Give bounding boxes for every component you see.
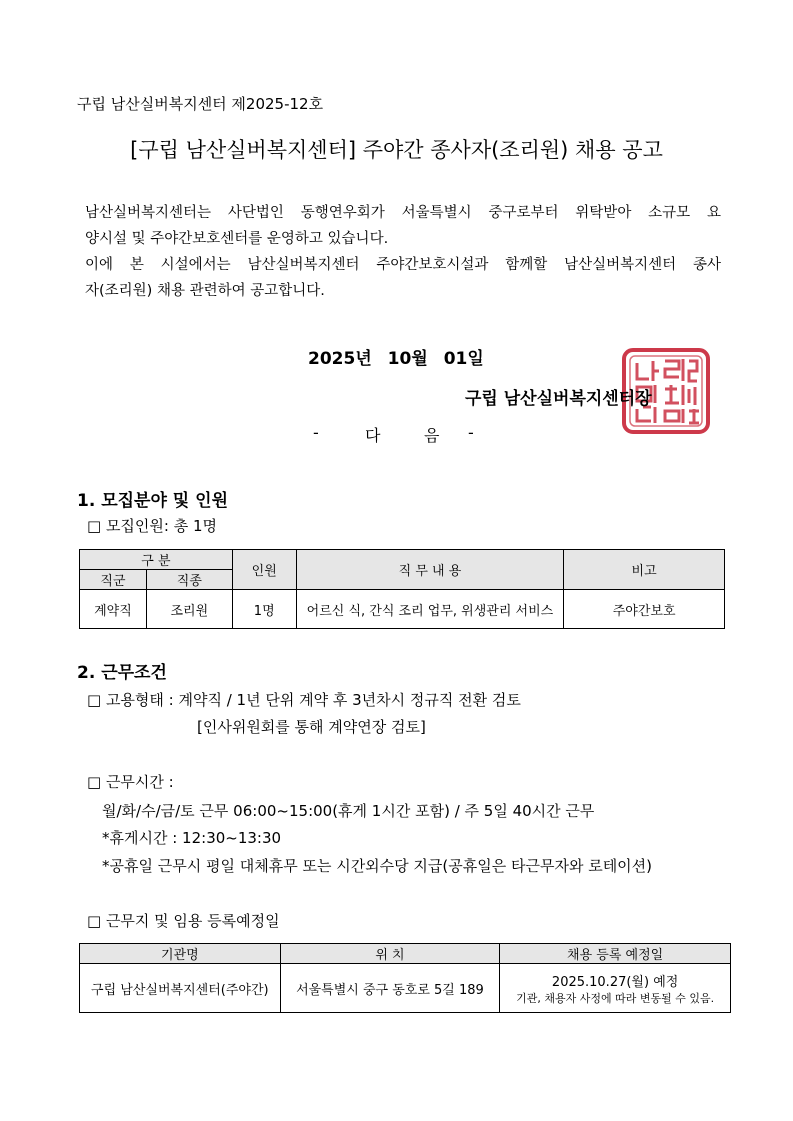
document-number: 구립 남산실버복지센터 제2025-12호 <box>77 95 324 113</box>
table-cell <box>500 964 731 1013</box>
work-hours-line: 월/화/수/금/토 근무 06:00~15:00(휴게 1시간 포함) / 주 5일 40시간 근무 <box>102 802 595 820</box>
registration-date: 2025.10.27(월) 예정 <box>551 974 679 990</box>
intro-paragraph <box>85 200 721 304</box>
dash: - <box>313 423 319 442</box>
table-cell: 1명 <box>232 590 296 629</box>
table-header: 직 무 내 용 <box>296 550 564 590</box>
work-hours-line: *공휴일 근무시 평일 대체휴무 또는 시간외수당 지급(공휴일은 타근무자와 로테이션) <box>102 857 653 875</box>
table-cell: 서울특별시 중구 동호로 5길 189 <box>280 964 500 1013</box>
table-cell: 조리원 <box>146 590 232 629</box>
workplace-title: □ 근무지 및 임용 등록예정일 <box>87 912 280 930</box>
recruitment-table <box>79 549 725 629</box>
table-header-row <box>80 550 725 570</box>
table-header: 비고 <box>564 550 725 590</box>
table-header: 직종 <box>146 570 232 590</box>
table-header: 기관명 <box>80 944 281 964</box>
table-cell: 주야간보호 <box>564 590 725 629</box>
work-hours-line: *휴게시간 : 12:30~13:30 <box>102 829 282 847</box>
page-title: [구립 남산실버복지센터] 주야간 종사자(조리원) 채용 공고 <box>130 138 663 162</box>
table-row <box>80 590 725 629</box>
table-header: 구 분 <box>80 550 233 570</box>
work-hours-title: □ 근무시간 : <box>87 773 174 791</box>
table-header: 직군 <box>80 570 147 590</box>
announcement-date <box>308 344 484 369</box>
intro-line: 남산실버복지센터는 사단법인 동행연우회가 서울특별시 중구로부터 위탁받아 소규모 요 <box>85 205 721 221</box>
employment-type-note: [인사위원회를 통해 계약연장 검토] <box>197 718 426 736</box>
table-header-row <box>80 944 731 964</box>
table-row <box>80 964 731 1013</box>
section-heading: 2. 근무조건 <box>77 663 167 683</box>
intro-line: 자(조리원) 채용 관련하여 공고합니다. <box>85 283 325 299</box>
date-month: 10월 <box>387 349 428 369</box>
table-cell: 어르신 식, 간식 조리 업무, 위생관리 서비스 <box>296 590 564 629</box>
date-year: 2025년 <box>308 349 372 369</box>
recruit-count: □ 모집인원: 총 1명 <box>87 517 218 535</box>
registration-note: 기관, 채용자 사정에 따라 변동될 수 있음. <box>516 991 715 1005</box>
section-heading: 1. 모집분야 및 인원 <box>77 491 228 511</box>
table-header: 채용 등록 예정일 <box>500 944 731 964</box>
date-day: 01일 <box>443 349 484 369</box>
table-cell: 계약직 <box>80 590 147 629</box>
workplace-table <box>79 943 731 1013</box>
intro-line: 양시설 및 주야간보호센터를 운영하고 있습니다. <box>85 231 389 247</box>
next-char: 음 <box>424 426 440 445</box>
table-header: 인원 <box>232 550 296 590</box>
intro-line: 이에 본 시설에서는 남산실버복지센터 주야간보호시설과 함께할 남산실버복지센터 종사 <box>85 257 721 273</box>
table-header: 위 치 <box>280 944 500 964</box>
dash: - <box>468 423 474 442</box>
employment-type: □ 고용형태 : 계약직 / 1년 단위 계약 후 3년차시 정규직 전환 검토 <box>87 691 521 709</box>
issuer-name: 구립 남산실버복지센터장 <box>465 389 652 409</box>
next-char: 다 <box>365 426 381 445</box>
table-cell: 구립 남산실버복지센터(주야간) <box>80 964 281 1013</box>
